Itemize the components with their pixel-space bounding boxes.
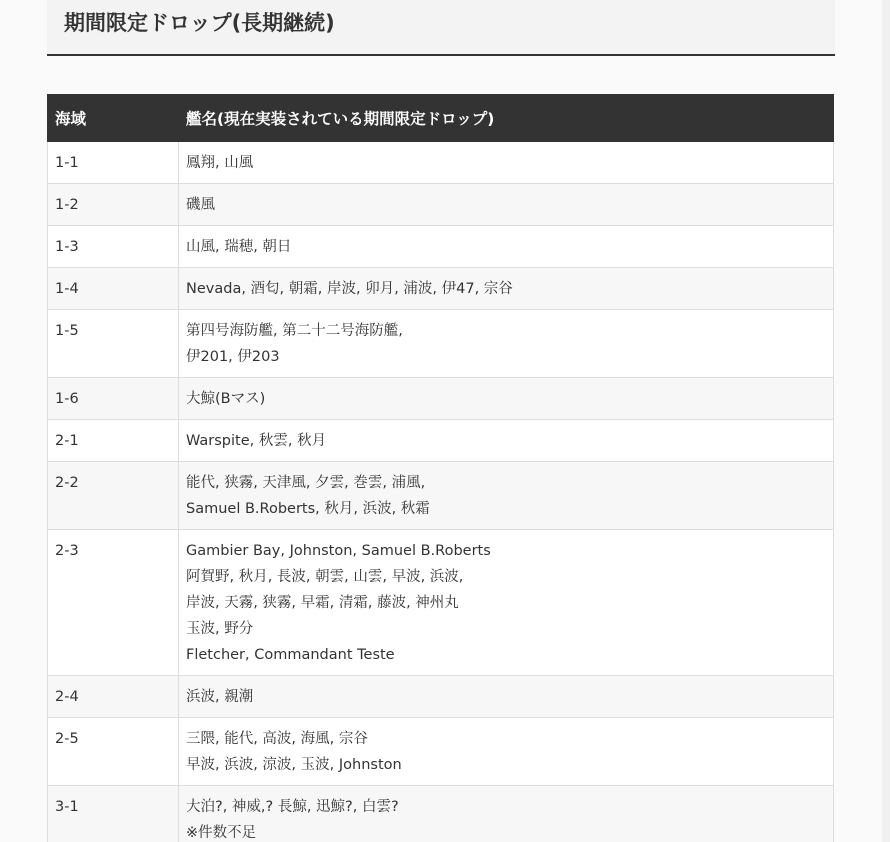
table-row [48,226,834,268]
area-cell: 1-1 [48,142,179,184]
ship-names-cell [179,142,834,184]
ship-names-line: 山風, 瑞穂, 朝日 [186,239,292,255]
area-cell: 2-5 [48,718,179,786]
ship-names-line: 三隈, 能代, 高波, 海風, 宗谷 [186,731,368,747]
table-row [48,420,834,462]
table-row [48,718,834,786]
ship-names-line: Samuel B.Roberts, 秋月, 浜波, 秋霜 [186,501,430,517]
area-cell: 1-3 [48,226,179,268]
ship-names-line: 第四号海防艦, 第二十二号海防艦, [186,323,403,339]
ship-names-line: 早波, 浜波, 涼波, 玉波, Johnston [186,757,402,773]
ship-names-line: 鳳翔, 山風 [186,155,254,171]
section-heading [47,0,835,56]
table-row [48,310,834,378]
scrollbar[interactable] [882,0,890,842]
header-area: 海域 [48,95,179,142]
ship-names-line: 浜波, 親潮 [186,689,254,705]
area-cell: 2-4 [48,676,179,718]
ship-names-line: Fletcher, Commandant Teste [186,647,395,663]
area-cell: 2-3 [48,530,179,676]
ship-names-line: 伊201, 伊203 [186,349,280,365]
area-cell: 1-2 [48,184,179,226]
header-ship-names: 艦名(現在実装されている期間限定ドロップ) [179,95,834,142]
ship-names-cell [179,786,834,842]
area-cell: 1-5 [48,310,179,378]
section-title: 期間限定ドロップ(長期継続) [64,11,335,35]
ship-names-line: ※件数不足 [186,825,257,841]
table-body [48,142,834,842]
area-cell: 1-6 [48,378,179,420]
ship-names-cell [179,530,834,676]
ship-names-cell [179,378,834,420]
table-row [48,786,834,842]
ship-names-cell [179,268,834,310]
ship-names-cell [179,184,834,226]
ship-names-cell [179,462,834,530]
table-row [48,184,834,226]
area-cell: 2-1 [48,420,179,462]
area-cell: 2-2 [48,462,179,530]
ship-names-line: 岸波, 天霧, 狭霧, 早霜, 清霜, 藤波, 神州丸 [186,595,459,611]
table-header-row [48,95,834,142]
table-row [48,676,834,718]
ship-names-line: Gambier Bay, Johnston, Samuel B.Roberts [186,543,491,559]
table-row [48,462,834,530]
table-row [48,142,834,184]
table-row [48,378,834,420]
ship-names-line: 玉波, 野分 [186,621,254,637]
area-cell: 1-4 [48,268,179,310]
ship-names-line: 阿賀野, 秋月, 長波, 朝雲, 山雲, 早波, 浜波, [186,569,464,585]
ship-names-line: Warspite, 秋雲, 秋月 [186,433,327,449]
table-row [48,268,834,310]
ship-names-cell [179,420,834,462]
ship-names-cell [179,718,834,786]
ship-names-line: Nevada, 酒匂, 朝霜, 岸波, 卯月, 浦波, 伊47, 宗谷 [186,281,513,297]
drop-table [47,94,834,842]
ship-names-cell [179,226,834,268]
ship-names-line: 磯風 [186,197,215,213]
ship-names-line: 大泊?, 神威,? 長鯨, 迅鯨?, 白雲? [186,799,399,815]
ship-names-cell [179,310,834,378]
ship-names-line: 能代, 狭霧, 天津風, 夕雲, 巻雲, 浦風, [186,475,426,491]
ship-names-line: 大鯨(Bマス) [186,391,266,407]
ship-names-cell [179,676,834,718]
table-row [48,530,834,676]
area-cell: 3-1 [48,786,179,842]
